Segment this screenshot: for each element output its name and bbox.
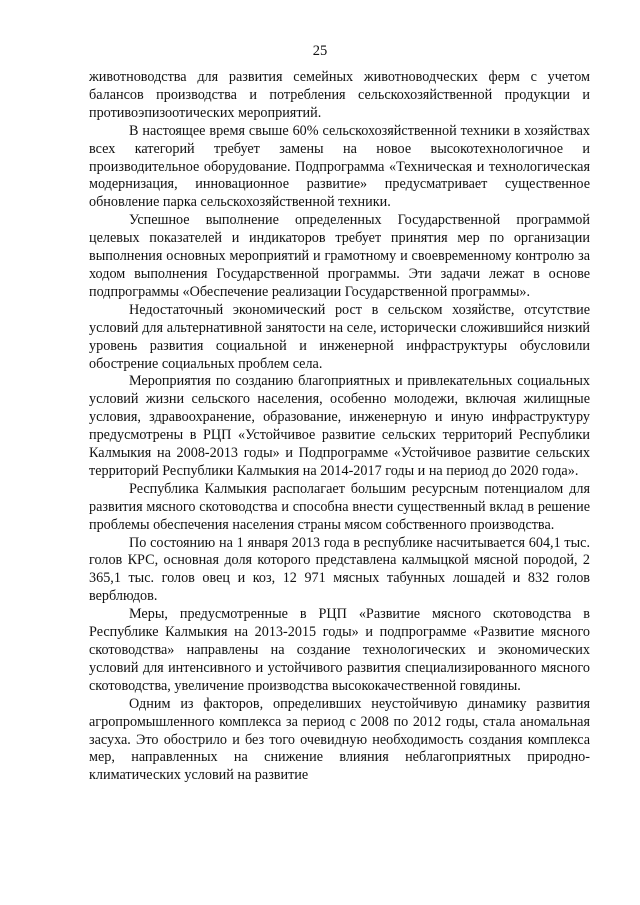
paragraph-6: Республика Калмыкия располагает большим ресурсным потенциалом для развития мясного скотоводства и способна внести существенный вклад в решение проблемы обеспечения населения страны мясом собственного производства. (89, 480, 590, 533)
paragraph-8: Меры, предусмотренные в РЦП «Развитие мясного скотоводства в Республике Калмыкия на 2013-2015 годы» и подпрограмме «Развитие мясного скотоводства» направлены на создание технологических и экономических условий для интенсивного и устойчивого развития специализированного мясного скотоводства, увеличение производства высококачественной говядины. (89, 606, 590, 694)
paragraph-9: Одним из факторов, определивших неустойчивую динамику развития агропромышленного комплекса за период с 2008 по 2012 годы, стала аномальная засуха. Это обострило и без того очевидную необходимость создания комплекса мер, направленных на снижение влияния неблагоприятных природно-климатических условий на развитие (89, 695, 590, 784)
paragraph-7: По состоянию на 1 января 2013 года в республике насчитывается 604,1 тыс. голов КРС, основная доля которого представлена калмыцкой мясной породой, 2 365,1 тыс. голов овец и коз, 12 971 мясных табунных лошадей и 832 голов верблюдов. (89, 534, 590, 605)
paragraph-3: Успешное выполнение определенных Государственной программой целевых показателей и индикаторов требует принятия мер по организации выполнения основных мероприятий и грамотному и своевременному контролю за ходом выполнения Государственной программы. Эти задачи лежат в основе подпрограммы «Обеспечение реализации Государственной программы». (89, 212, 590, 300)
document-body (89, 69, 590, 785)
paragraph-4: Недостаточный экономический рост в сельском хозяйстве, отсутствие условий для альтернативной занятости на селе, исторически сложившийся низкий уровень развития социальной и инженерной инфраструктуры обусловили обострение социальных проблем села. (89, 301, 590, 372)
page-number: 25 (312, 43, 328, 59)
paragraph-2: В настоящее время свыше 60% сельскохозяйственной техники в хозяйствах всех категорий требует замены на новое высокотехнологичное и производительное оборудование. Подпрограмма «Техническая и технологическая модернизация, инновационное развитие» предусматривает существенное обновление парка сельскохозяйственной техники. (89, 122, 590, 211)
paragraph-5: Мероприятия по созданию благоприятных и привлекательных социальных условий жизни сельского населения, особенно молодежи, включая жилищные условия, здравоохранение, образование, инженерную и иную инфраструктуру предусмотрены в РЦП «Устойчивое развитие сельских территорий Республики Калмыкия на 2008-2013 годы» и Подпрограмме «Устойчивое развитие сельских территорий Республики Калмыкия на 2014-2017 годы и на период до 2020 года». (89, 373, 590, 479)
paragraph-1: животноводства для развития семейных животноводческих ферм с учетом балансов производства и потребления сельскохозяйственной продукции и противоэпизоотических мероприятий. (89, 69, 590, 121)
